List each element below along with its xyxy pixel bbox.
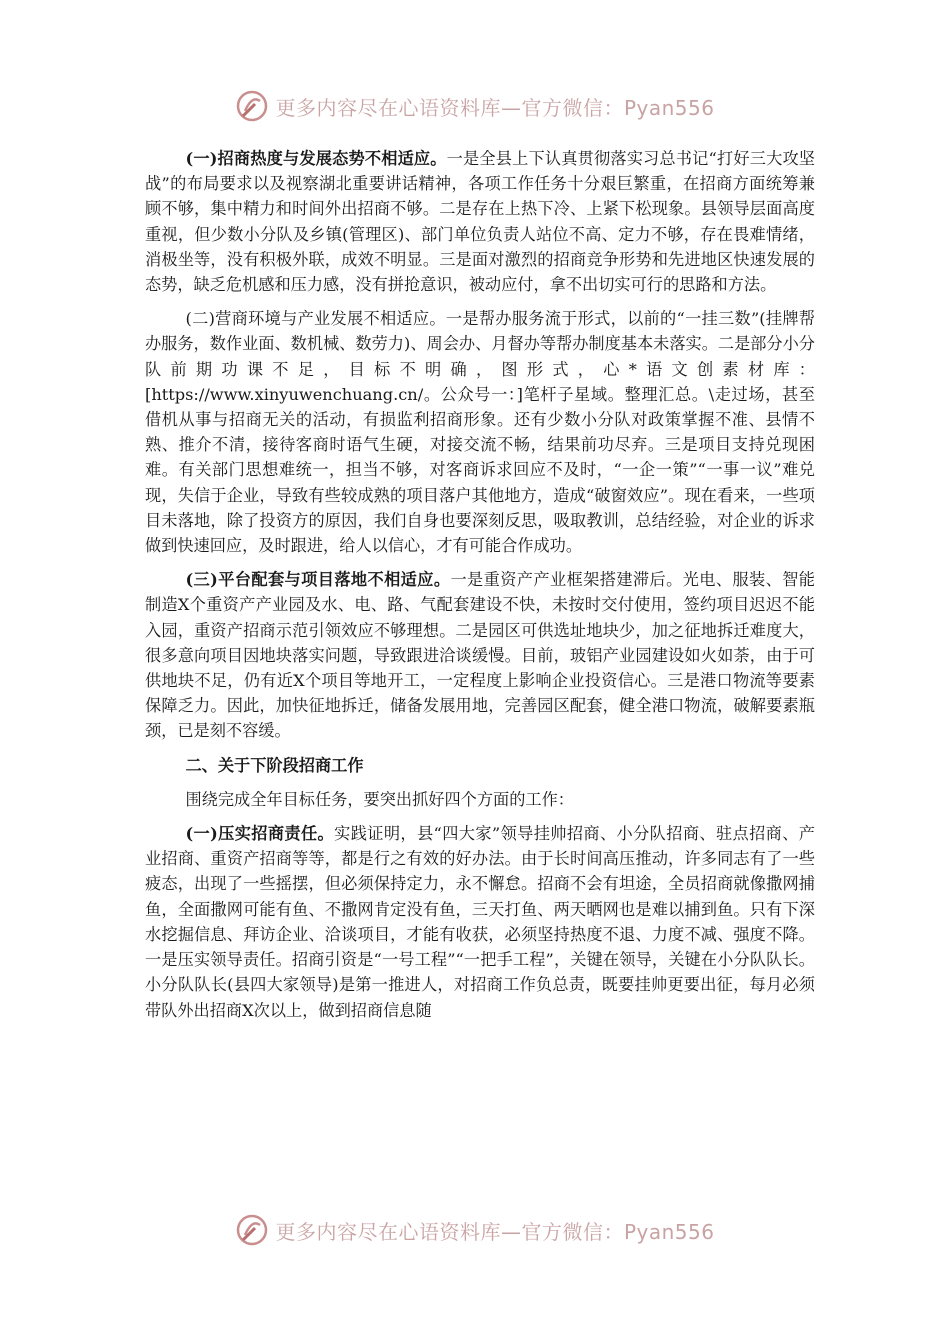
footer-banner [0,1210,950,1250]
paragraph-2 [145,306,815,558]
paragraph-4-body: 实践证明，县“四大家”领导挂帅招商、小分队招商、驻点招商、产业招商、重资产招商等等，都是行之有效的好办法。由于长时间高压推动，许多同志有了一些疲态，出现了一些摇摆，但必须保持定力，永不懈怠。招商不会有坦途，全员招商就像撒网捕鱼，全面撒网可能有鱼、不撒网肯定没有鱼，三天打鱼、两天晒网也是难以捕到鱼。只有下深水挖掘信息、拜访企业、洽谈项目，才能有收获，必须坚持热度不退、力度不减、强度不降。一是压实领导责任。招商引资是“一号工程”“一把手工程”，关键在领导，关键在小分队队长。小分队队长(县四大家领导)是第一推进人，对招商工作负总责，既要挂帅更要出征，每月必须带队外出招商X次以上，做到招商信息随 [145,824,815,1020]
header-banner-text: 更多内容尽在心语资料库—官方微信：Pyan556 [275,95,715,120]
paragraph-4-lead: (一)压实招商责任。 [185,824,335,844]
paragraph-3-lead: (三)平台配套与项目落地不相适应。 [185,570,451,590]
paragraph-1-lead: (一)招商热度与发展态势不相适应。 [185,149,447,168]
footer-banner-text: 更多内容尽在心语资料库—官方微信：Pyan556 [275,1219,715,1244]
section-heading: 二、关于下阶段招商工作 [185,755,364,775]
paragraph-2-body: (二)营商环境与产业发展不相适应。一是帮办服务流于形式，以前的“一挂三数”(挂牌帮办服务，数作业面、数机械、数劳力)、周会办、月督办等帮办制度基本未落实。二是部分小分队前期功课不足，目标不明确，图形式，心*语文创素材库：[https://www.xinyuwenchuang.cn/。公众号一：]笔杆子星域。整理汇总。\走过场，甚至借机从事与招商无关的活动，有损监利招商形象。还有少数小分队对政策掌握不准、县情不熟、推介不清，接待客商时语气生硬，对接交流不畅，结果前功尽弃。三是项目支持兑现困难。有关部门思想难统一，担当不够，对客商诉求回应不及时，“一企一策”“一事一议”难兑现，失信于企业，导致有些较成熟的项目落户其他地方，造成“破窗效应”。现在看来，一些项目未落地，除了投资方的原因，我们自身也要深刻反思，吸取教训，总结经验，对企业的诉求做到快速回应，及时跟进，给人以信心，才有可能合作成功。 [145,309,815,556]
header-banner [0,86,950,126]
intro-paragraph: 围绕完成全年目标任务，要突出抓好四个方面的工作： [185,789,574,809]
paragraph-1 [145,146,815,297]
document-body [145,146,815,1032]
paragraph-3-body: 一是重资产产业框架搭建滞后。光电、服装、智能制造X个重资产产业园及水、电、路、气配套建设不快，未按时交付使用，签约项目迟迟不能入园，重资产招商示范引领效应不够理想。二是园区可供选址地块少，加之征地拆迁难度大，很多意向项目因地块落实问题，导致跟进洽谈缓慢。目前，玻铝产业园建设如火如荼，由于可供地块不足，仍有近X个项目等地开工，一定程度上影响企业投资信心。三是港口物流等要素保障乏力。因此，加快征地拆迁，储备发展用地，完善园区配套，健全港口物流，破解要素瓶颈，已是刻不容缓。 [145,570,815,741]
brand-logo-icon [235,89,269,123]
paragraph-1-body: 一是全县上下认真贯彻落实习总书记“打好三大攻坚战”的布局要求以及视察湖北重要讲话精神，各项工作任务十分艰巨繁重，在招商方面统筹兼顾不够，集中精力和时间外出招商不够。二是存在上热下冷、上紧下松现象。县领导层面高度重视，但少数小分队及乡镇(管理区)、部门单位负责人站位不高、定力不够，存在畏难情绪，消极坐等，没有积极外联，成效不明显。三是面对激烈的招商竞争形势和先进地区快速发展的态势，缺乏危机感和压力感，没有拼抢意识，被动应付，拿不出切实可行的思路和方法。 [145,149,815,295]
paragraph-4 [145,821,815,1023]
paragraph-3 [145,567,815,743]
brand-logo-icon [235,1213,269,1247]
